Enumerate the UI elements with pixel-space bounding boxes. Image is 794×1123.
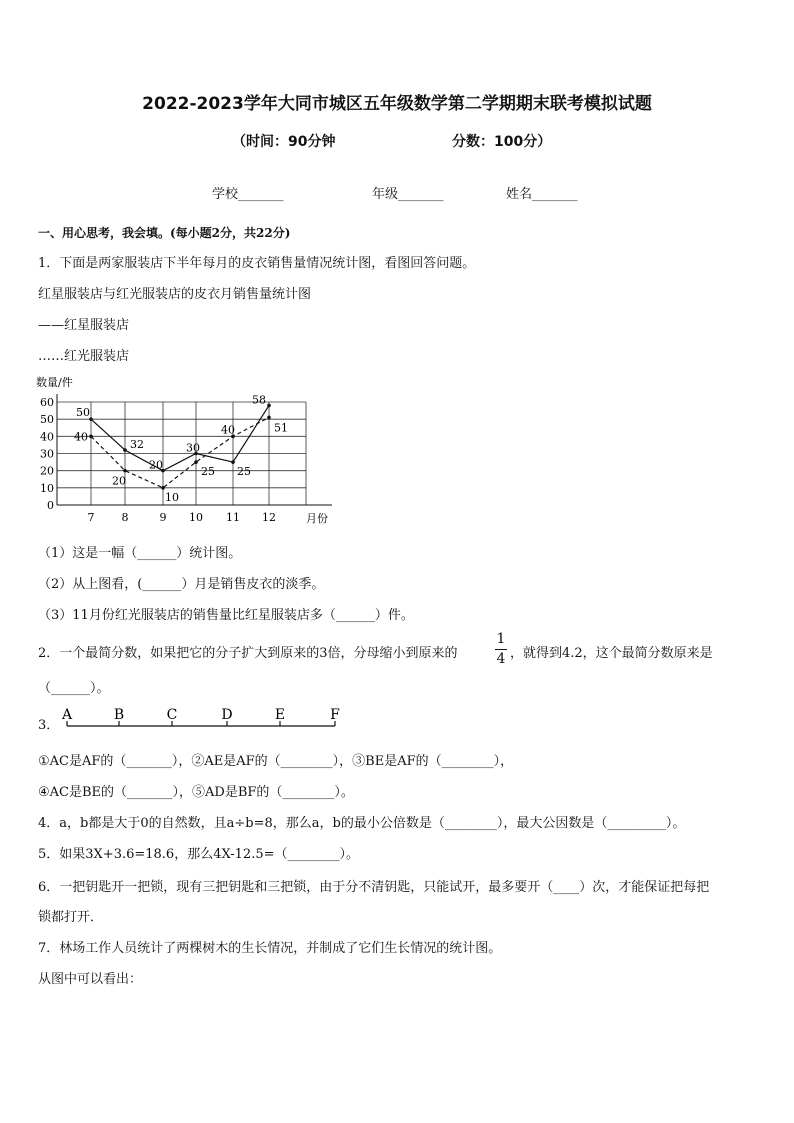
grade-field[interactable]: 年级_______ [372,187,444,202]
q1-text: 1．下面是两家服装店下半年每月的皮衣销售量情况统计图，看图回答问题。 [38,256,476,271]
q3-line1: ①AC是AF的（_______），②AE是AF的（________），③BE是AF的（________）， [38,754,514,769]
data-label: 40 [74,430,88,444]
fraction-bar [495,649,507,650]
x-tick-label: 8 [121,511,129,524]
x-tick-label: 11 [226,511,240,524]
q2-text-a: 2．一个最简分数，如果把它的分子扩大到原来的3倍，分母缩小到原来的 [38,646,458,661]
fraction-numerator: 1 [496,631,506,647]
y-axis-label: 数量/件 [36,376,73,389]
y-tick-label: 50 [40,413,54,427]
legend-dashed: ……红光服装店 [38,349,130,364]
chart-series [74,393,288,503]
data-point [123,469,127,473]
data-label: 58 [252,393,266,407]
data-label: 50 [76,406,90,420]
q4-text: 4．a，b都是大于0的自然数，且a÷b=8，那么a，b的最小公倍数是（________），最大公因数是（_________）。 [38,816,686,831]
point-label: D [221,707,233,723]
x-axis-label: 月份 [306,512,328,525]
name-field[interactable]: 姓名_______ [506,187,578,202]
data-label: 10 [165,490,179,504]
q7-text: 7．林场工作人员统计了两棵树木的生长情况，并制成了它们生长情况的统计图。 [38,941,502,956]
chart-caption: 红星服装店与红光服装店的皮衣月销售量统计图 [38,287,312,302]
q1-sub1: （1）这是一幅（______）统计图。 [38,546,242,561]
data-label: 25 [201,465,215,479]
point-label: F [330,707,340,723]
section-heading: 一、用心思考，我会填。(每小题2分，共22分) [38,226,291,240]
data-point [161,486,165,490]
q2-fraction [495,631,507,668]
q6-text-a: 6．一把钥匙开一把锁，现有三把钥匙和三把锁，由于分不清钥匙，只能试开，最多要开（____）次，才能保证把每把 [38,880,710,895]
data-label: 20 [112,474,126,488]
y-tick-labels [40,396,54,512]
q1-sub2: （2）从上图看，(______）月是销售皮衣的淡季。 [38,577,325,592]
school-field[interactable]: 学校_______ [212,187,284,202]
y-tick-label: 0 [47,499,54,512]
x-tick-label: 7 [87,511,95,524]
data-point [89,435,93,439]
y-tick-label: 60 [40,396,54,409]
y-tick-label: 20 [40,464,54,478]
q3-line2: ④AC是BE的（_______），⑤AD是BF的（________）。 [38,785,354,800]
data-point [267,416,271,420]
exam-time: （时间：90分钟 [232,134,336,150]
q6-text-b: 锁都打开． [38,910,104,925]
data-point [123,448,127,452]
q3-number: 3． [38,718,60,733]
x-tick-label: 10 [189,511,203,524]
q1-sub3: （3）11月份红光服装店的销售量比红星服装店多（______）件。 [38,608,414,623]
data-label: 51 [274,421,288,435]
data-point [194,460,198,464]
legend-solid: ——红星服装店 [38,318,130,333]
data-point [231,460,235,464]
q7-text-b: 从图中可以看出： [38,972,143,987]
q2-text-c: （______）。 [38,681,110,696]
x-tick-labels [88,511,277,524]
fraction-denominator: 4 [496,651,506,667]
y-tick-label: 10 [40,481,54,495]
data-label: 25 [237,465,251,479]
x-tick-label: 9 [159,511,167,524]
point-label: E [274,707,286,723]
data-label: 30 [186,441,200,455]
q2-text-b: ，就得到4.2，这个最简分数原来是 [510,646,713,661]
data-label: 40 [221,423,235,437]
sales-line-chart [36,372,346,530]
point-label: B [113,707,125,723]
y-tick-label: 40 [40,430,54,444]
x-tick-label: 12 [262,511,276,524]
data-label: 20 [149,458,163,472]
y-tick-label: 30 [40,447,54,461]
point-label: A [61,707,73,723]
page-title: 2022-2023学年大同市城区五年级数学第二学期期末联考模拟试题 [142,94,652,114]
segment-points [61,707,340,726]
data-point [267,404,271,408]
series-line-hongxing [91,405,269,470]
exam-score: 分数：100分） [452,134,552,150]
q5-text: 5．如果3X+3.6=18.6，那么4X-12.5=（________）。 [38,847,359,862]
point-label: C [166,707,178,723]
data-label: 32 [130,438,144,452]
segment-diagram [58,704,348,732]
